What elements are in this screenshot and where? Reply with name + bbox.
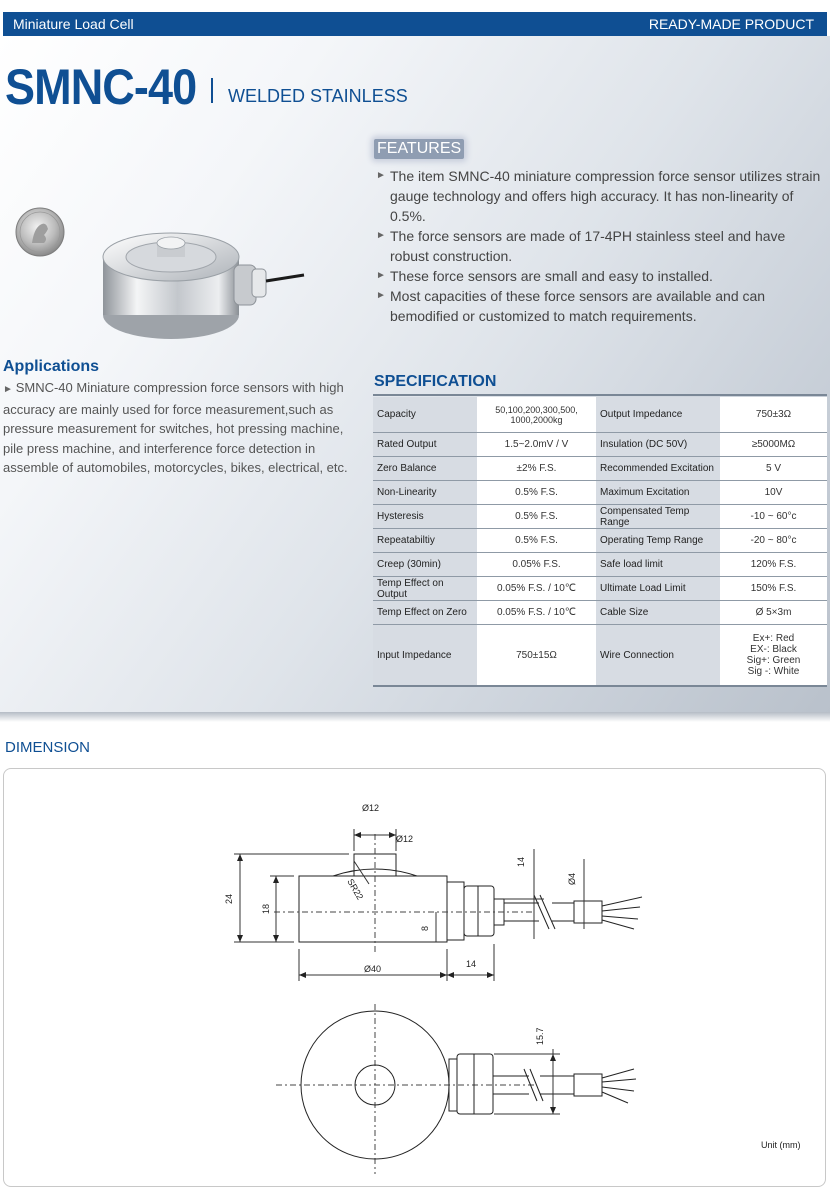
dim-label-8: 8	[420, 925, 430, 931]
spec-row	[373, 505, 827, 529]
spec-row	[373, 397, 827, 433]
spec-label: Temp Effect on Output	[373, 577, 477, 601]
bullet-arrow-icon: ►	[376, 270, 386, 281]
spec-value: ±2% F.S.	[477, 457, 596, 481]
spec-row	[373, 553, 827, 577]
spec-label: Capacity	[373, 397, 477, 433]
unit-label: Unit (mm)	[761, 1140, 801, 1150]
spec-label: Temp Effect on Zero	[373, 601, 477, 625]
feature-item: ► These force sensors are small and easy to installed.	[376, 268, 713, 284]
spec-value: 750±3Ω	[720, 397, 827, 433]
product-type-label: READY-MADE PRODUCT	[648, 16, 814, 32]
dim-label-15-7: 15.7	[535, 1027, 545, 1045]
product-photo	[10, 195, 320, 355]
spec-row	[373, 601, 827, 625]
spec-value: 10V	[720, 481, 827, 505]
spec-value: 0.05% F.S.	[477, 553, 596, 577]
spec-row	[373, 577, 827, 601]
spec-value: 0.5% F.S.	[477, 529, 596, 553]
spec-label: Zero Balance	[373, 457, 477, 481]
feature-item: ► The item SMNC-40 miniature compression force sensor utilizes strain gauge technology and offers high accuracy. It has non-linearity of 0.5%.	[376, 168, 821, 224]
load-cell-image	[103, 233, 304, 339]
features-list	[376, 166, 828, 326]
applications-text: ► SMNC-40 Miniature compression force sensors with high accuracy are mainly used for force measurement,such as pressure measurement for switches, hot pressing machine, pile press machine, and interference force detection in assemble of automobiles, motorcycles, bikes, electrical, etc.	[3, 380, 348, 475]
specification-table	[373, 397, 827, 687]
category-label: Miniature Load Cell	[13, 16, 134, 32]
dim-label-14-bottom: 14	[466, 959, 477, 969]
dim-label-18: 18	[261, 903, 271, 914]
dim-label-14-right: 14	[516, 856, 526, 867]
spec-value: 750±15Ω	[477, 625, 596, 687]
spec-label: Cable Size	[596, 601, 720, 625]
spec-label: Compensated Temp Range	[596, 505, 720, 529]
header-bar	[3, 12, 827, 36]
dimension-drawing	[4, 769, 825, 1186]
spec-label: Input Impedance	[373, 625, 477, 687]
hero-divider	[0, 712, 830, 722]
spec-row	[373, 481, 827, 505]
feature-item: ► Most capacities of these force sensors are available and can bemodified or customized to match requirements.	[376, 288, 766, 324]
spec-label: Creep (30min)	[373, 553, 477, 577]
bullet-arrow-icon: ►	[3, 384, 16, 395]
product-subtitle: WELDED STAINLESS	[228, 86, 408, 106]
spec-value: 0.5% F.S.	[477, 481, 596, 505]
spec-row	[373, 529, 827, 553]
spec-row	[373, 433, 827, 457]
spec-label: Output Impedance	[596, 397, 720, 433]
dim-label-sr22: SR22	[345, 877, 366, 902]
spec-value: Ex+: Red EX-: Black Sig+: Green Sig -: White	[720, 625, 827, 687]
spec-value: 0.05% F.S. / 10℃	[477, 577, 596, 601]
dim-label-d40: Ø40	[364, 964, 382, 974]
spec-value: Ø 5×3m	[720, 601, 827, 625]
spec-value: ≥5000MΩ	[720, 433, 827, 457]
spec-top-rule	[373, 394, 827, 396]
specification-heading: SPECIFICATION	[374, 373, 497, 390]
title-separator	[211, 78, 213, 103]
spec-value: 0.5% F.S.	[477, 505, 596, 529]
spec-value: 150% F.S.	[720, 577, 827, 601]
spec-label: Insulation (DC 50V)	[596, 433, 720, 457]
spec-value: 1.5~2.0mV / V	[477, 433, 596, 457]
spec-label: Operating Temp Range	[596, 529, 720, 553]
features-heading: FEATURES	[374, 139, 464, 159]
dim-label-d12-side: Ø12	[396, 834, 414, 844]
dim-label-24: 24	[224, 893, 234, 904]
dimension-heading: DIMENSION	[5, 739, 91, 756]
dimension-drawing-panel	[3, 768, 826, 1187]
feature-item: ► The force sensors are made of 17-4PH stainless steel and have robust construction.	[376, 228, 786, 264]
spec-label: Maximum Excitation	[596, 481, 720, 505]
spec-row	[373, 457, 827, 481]
spec-label: Non-Linearity	[373, 481, 477, 505]
dim-label-d4: Ø4	[567, 872, 577, 885]
spec-value: -20 ~ 80°c	[720, 529, 827, 553]
dim-label-d12-top: Ø12	[362, 803, 380, 813]
spec-label: Safe load limit	[596, 553, 720, 577]
coin-image	[16, 208, 64, 256]
spec-value: 0.05% F.S. / 10℃	[477, 601, 596, 625]
bullet-arrow-icon: ►	[376, 290, 386, 301]
bullet-arrow-icon: ►	[376, 170, 386, 181]
spec-value: -10 ~ 60°c	[720, 505, 827, 529]
product-model: SMNC-40	[5, 59, 197, 115]
spec-label: Hysteresis	[373, 505, 477, 529]
bullet-arrow-icon: ►	[376, 230, 386, 241]
spec-label: Recommended Excitation	[596, 457, 720, 481]
spec-row	[373, 625, 827, 687]
spec-label: Ultimate Load Limit	[596, 577, 720, 601]
applications-heading: Applications	[3, 358, 100, 375]
spec-value: 50,100,200,300,500, 1000,2000kg	[477, 397, 596, 433]
spec-label: Repeatabiltiy	[373, 529, 477, 553]
spec-label: Rated Output	[373, 433, 477, 457]
spec-label: Wire Connection	[596, 625, 720, 687]
spec-value: 5 V	[720, 457, 827, 481]
spec-value: 120% F.S.	[720, 553, 827, 577]
